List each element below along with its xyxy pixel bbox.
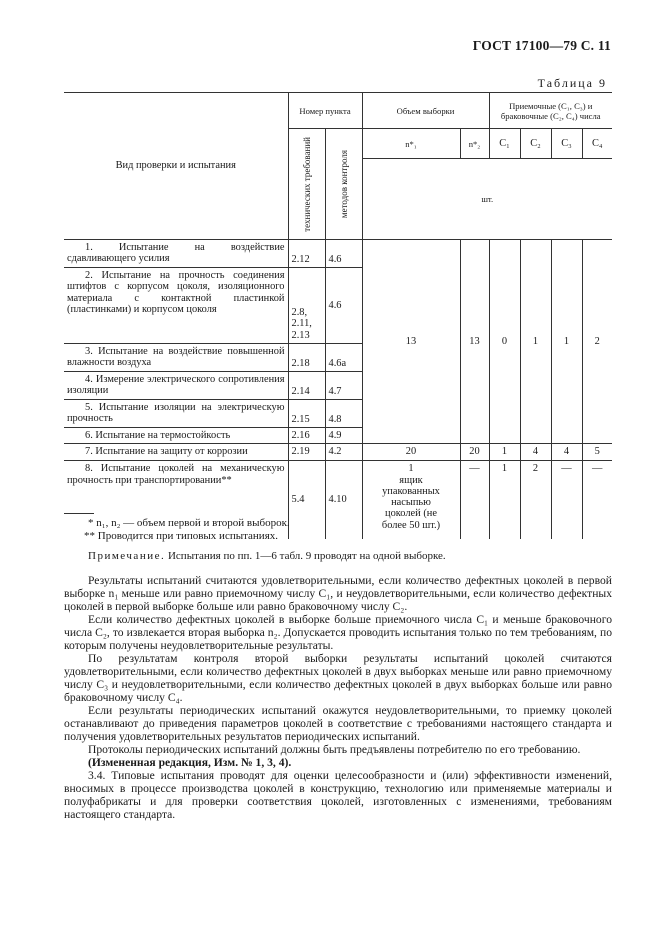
row-tech: 2.8, 2.11, 2.13	[288, 268, 325, 344]
row-method: 4.6	[325, 268, 362, 344]
row-method: 4.9	[325, 428, 362, 444]
table-row	[64, 240, 612, 268]
group-c3: 1	[551, 240, 582, 444]
group-c4: 2	[582, 240, 612, 444]
header-c4: C₄	[582, 129, 612, 159]
row-tech: 2.18	[288, 344, 325, 372]
note-text: Испытания по пп. 1—6 табл. 9 проводят на одной выборке.	[165, 550, 446, 562]
header-methods: методов контроля	[338, 149, 349, 219]
row-c4: —	[582, 461, 612, 539]
row-c2: 4	[520, 444, 551, 461]
paragraph: Результаты испытаний считаются удовлетворительными, если количество дефектных цоколей в первой выборке n₁ меньше или равно приемочному числу C₁, и неудовлетворительными, если количество дефектных цоколей в первой выборке больше или равно браковочному числу C₂.	[64, 574, 612, 613]
body-text	[64, 574, 612, 821]
row-n2: 20	[460, 444, 489, 461]
row-test-name: 8. Испытание цоколей на механическую прочность при транспортировании**	[64, 461, 288, 539]
table-caption: Таблица 9	[537, 76, 607, 90]
row-tech: 2.19	[288, 444, 325, 461]
footnote-separator	[64, 513, 94, 514]
header-c2: C₂	[520, 129, 551, 159]
row-tech: 5.4	[288, 461, 325, 539]
paragraph: Протоколы периодических испытаний должны быть предъявлены потребителю по его требованию.	[88, 743, 581, 756]
row-tech: 2.14	[288, 372, 325, 400]
group-n2: 13	[460, 240, 489, 444]
row-method: 4.7	[325, 372, 362, 400]
header-c3: C₃	[551, 129, 582, 159]
row-method: 4.8	[325, 400, 362, 428]
footnote-2: ** Проводится при типовых испытаниях.	[84, 530, 279, 542]
row-c1: 1	[489, 461, 520, 539]
paragraph: Если количество дефектных цоколей в выборке больше приемочного числа C₁ и меньше браковочного числа C₂, то извлекается вторая выборка n₂. Допускается проводить испытания только по тем требованиям, по которым получены неудовлетворительные результаты.	[64, 613, 612, 652]
row-method: 4.10	[325, 461, 362, 539]
row-n1: 1 ящик упакованных насыпью цоколей (не более 50 шт.)	[362, 461, 460, 539]
header-unit: шт.	[362, 159, 612, 240]
row-method: 4.6	[325, 240, 362, 268]
footnote-1: * n₁, n₂ — объем первой и второй выборок.	[88, 517, 290, 529]
row-test-name: 4. Измерение электрического сопротивления изоляции	[64, 372, 288, 400]
row-n2: —	[460, 461, 489, 539]
table-note	[64, 550, 612, 563]
header-sample-size: Объем выборки	[362, 93, 489, 129]
group-c2: 1	[520, 240, 551, 444]
section-3-4: 3.4. Типовые испытания проводят для оценки целесообразности и (или) эффективности изменений, вносимых в процессе производства цоколей в конструкцию, технологию или применяемые материалы и полуфабрикаты и для проверки соответствия цоколей, изготовленных с изменениями, требованиям настоящего стандарта.	[64, 769, 612, 821]
row-n1: 20	[362, 444, 460, 461]
row-tech: 2.16	[288, 428, 325, 444]
header-n2: n*₂	[460, 129, 489, 159]
row-method: 4.6а	[325, 344, 362, 372]
row-c1: 1	[489, 444, 520, 461]
row-test-name: 2. Испытание на прочность соединения штифтов с корпусом цоколя, изоляционного материала с контактной пластинкой (пластинками) и корпусом цоколя	[64, 268, 288, 344]
row-c4: 5	[582, 444, 612, 461]
row-tech: 2.15	[288, 400, 325, 428]
row-test-name: 1. Испытание на воздействие сдавливающего усилия	[64, 240, 288, 268]
header-methods-cell	[325, 129, 362, 240]
page-header: ГОСТ 17100—79 С. 11	[472, 38, 611, 53]
row-tech: 2.12	[288, 240, 325, 268]
row-test-name: 6. Испытание на термостойкость	[64, 428, 288, 444]
row-c3: —	[551, 461, 582, 539]
header-tech-req-cell	[288, 129, 325, 240]
row-c2: 2	[520, 461, 551, 539]
group-c1: 0	[489, 240, 520, 444]
test-table	[64, 92, 612, 539]
row-method: 4.2	[325, 444, 362, 461]
row-test-name: 5. Испытание изоляции на электрическую прочность	[64, 400, 288, 428]
footnotes	[64, 517, 612, 563]
header-c1: C₁	[489, 129, 520, 159]
group-n1: 13	[362, 240, 460, 444]
row-c3: 4	[551, 444, 582, 461]
header-n1: n*₁	[362, 129, 460, 159]
paragraph: Если результаты периодических испытаний окажутся неудовлетворительными, то приемку цоколей останавливают до приведения параметров цоколей в соответствие с требованиями настоящего стандарта и получения удовлетворительных результатов периодических испытаний.	[64, 704, 612, 743]
note-label: Примечание.	[88, 550, 166, 562]
header-tech-req: технических требований	[301, 136, 312, 232]
paragraph: По результатам контроля второй выборки результаты испытаний цоколей считаются удовлетворительными, если количество дефектных цоколей в двух выборках меньше или равно приемочному числу C₃ и неудовлетворительными, если количество дефектных цоколей в двух выборках больше или равно браковочному числу C₄.	[64, 652, 612, 704]
row-test-name: 7. Испытание на защиту от коррозии	[64, 444, 288, 461]
row-test-name: 3. Испытание на воздействие повышенной влажности воздуха	[64, 344, 288, 372]
table-row	[64, 444, 612, 461]
header-test-type: Вид проверки и испытания	[64, 93, 288, 240]
edition-note: (Измененная редакция, Изм. № 1, 3, 4).	[88, 756, 292, 769]
header-accept-reject: Приемочные (C₁, C₃) и браковочные (C₂, C₄) числа	[489, 93, 612, 129]
header-item-no: Номер пункта	[288, 93, 362, 129]
